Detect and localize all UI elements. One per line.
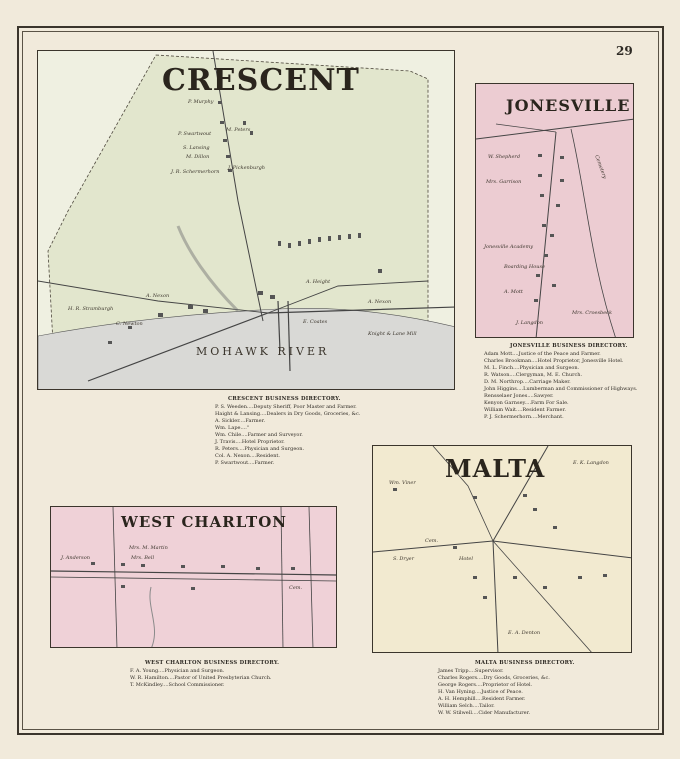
west-charlton-directory-title: WEST CHARLTON BUSINESS DIRECTORY. bbox=[145, 660, 280, 666]
buildings bbox=[91, 562, 295, 590]
directory-entry: William Wait....Resident Farmer. bbox=[484, 407, 566, 413]
jonesville-directory-title: JONESVILLE BUSINESS DIRECTORY. bbox=[510, 343, 628, 349]
map-label: C. Newton bbox=[116, 321, 143, 327]
directory-entry: P. S. Weeden....Deputy Sheriff, Poor Master and Farmer. bbox=[215, 404, 357, 410]
directory-entry: William Selch....Tailor. bbox=[438, 703, 495, 709]
directory-entry: Kenyon Garnsey....Farm For Sale. bbox=[484, 400, 569, 406]
directory-entry: Col. A. Nexon....Resident. bbox=[215, 453, 281, 459]
jonesville-road-se bbox=[571, 129, 616, 338]
map-label: A. Nexon bbox=[368, 299, 392, 305]
directory-entry: A. Sickler....Farmer. bbox=[215, 418, 266, 424]
map-label: Boarding House bbox=[504, 264, 545, 270]
map-label: Cem. bbox=[289, 585, 303, 591]
crescent-directory-title: CRESCENT BUSINESS DIRECTORY. bbox=[228, 396, 341, 402]
directory-entry: Wm. Lape...." bbox=[215, 425, 250, 431]
malta-directory-list bbox=[438, 668, 550, 717]
map-label: A. Height bbox=[306, 279, 331, 285]
crescent-river-label: MOHAWK RIVER bbox=[196, 345, 330, 358]
map-label: Cemetery bbox=[593, 154, 608, 180]
map-label: S. Lansing bbox=[183, 145, 210, 151]
directory-entry: Rensselaer Jones....Sawyer. bbox=[484, 393, 554, 399]
directory-entry: D. M. Northrop....Carriage Maker. bbox=[484, 379, 571, 385]
west-charlton-main-road-edge bbox=[51, 577, 337, 581]
jonesville-title: JONESVILLE bbox=[506, 96, 631, 115]
west-charlton-directory-list bbox=[130, 668, 272, 689]
directory-entry: George Rogers....Proprietor of Hotel. bbox=[438, 682, 533, 688]
jonesville-directory-list bbox=[484, 351, 637, 421]
map-label: S. Dryer bbox=[393, 556, 414, 562]
directory-entry: W. R. Hamilton....Pastor of United Presbyterian Church. bbox=[130, 675, 272, 681]
directory-entry: T. McKindley....School Commissioner. bbox=[130, 682, 225, 688]
directory-entry: Charles Brookman....Hotel Proprietor, Jonesville Hotel. bbox=[484, 358, 624, 364]
map-label: Mrs. Croesbeck bbox=[572, 310, 612, 316]
map-label: J. Anderson bbox=[61, 555, 90, 561]
crescent-map-drawing bbox=[38, 51, 455, 390]
malta-title: MALTA bbox=[445, 454, 546, 483]
map-label: E. K. Langdon bbox=[573, 460, 609, 466]
map-label: J. Langdon bbox=[516, 320, 543, 326]
directory-entry: P. Swartwout....Farmer. bbox=[215, 460, 275, 466]
directory-entry: Charles Rogers....Dry Goods, Groceries, &c. bbox=[438, 675, 550, 681]
buildings bbox=[534, 154, 564, 302]
map-label: M. Dillon bbox=[186, 154, 210, 160]
directory-entry: James Tripp....Supervisor. bbox=[438, 668, 504, 674]
crescent-directory-list bbox=[215, 404, 360, 467]
map-label: E. Coates bbox=[303, 319, 328, 325]
directory-entry: F. A. Young....Physician and Surgeon. bbox=[130, 668, 225, 674]
directory-entry: Wm. Chile....Farmer and Surveyor. bbox=[215, 432, 303, 438]
page-number: 29 bbox=[616, 44, 633, 58]
jonesville-map-drawing bbox=[476, 84, 634, 338]
map-label: Mrs. M. Martin bbox=[129, 545, 168, 551]
map-label: Jonesville Academy bbox=[484, 244, 534, 250]
map-label: Cem. bbox=[425, 538, 439, 544]
map-label: Hotel bbox=[459, 556, 473, 562]
directory-entry: Adam Mott....Justice of the Peace and Farmer. bbox=[484, 351, 601, 357]
directory-entry: R. Watson....Clergyman, M. E. Church. bbox=[484, 372, 583, 378]
directory-entry: H. Van Hyning....Justice of Peace. bbox=[438, 689, 523, 695]
map-label: J. Pickenburgh bbox=[228, 165, 265, 171]
directory-entry: P. J. Schermerhorn....Merchant. bbox=[484, 414, 564, 420]
map-label: Wm. Viner bbox=[389, 480, 416, 486]
west-charlton-title: WEST CHARLTON bbox=[121, 513, 287, 531]
map-label: Knight & Lane Mill bbox=[368, 331, 417, 337]
crescent-map bbox=[37, 50, 455, 390]
directory-entry: John Higgins....Lumberman and Commissioner of Highways. bbox=[484, 386, 638, 392]
map-label: A. Nexon bbox=[146, 293, 170, 299]
creek bbox=[150, 587, 155, 648]
crescent-title: CRESCENT bbox=[162, 63, 360, 98]
directory-entry: Haight & Lansing....Dealers in Dry Goods, Groceries, &c. bbox=[215, 411, 361, 417]
west-charlton-main-road bbox=[51, 571, 337, 575]
map-label: W. Shepherd bbox=[488, 154, 521, 160]
malta-road-se bbox=[493, 541, 593, 653]
map-label: A. Mott bbox=[504, 289, 523, 295]
map-label: H. R. Stramburgh bbox=[68, 306, 114, 312]
west-charlton-road-e2 bbox=[309, 507, 313, 648]
map-label: Mrs. Garrison bbox=[486, 179, 522, 185]
directory-entry: J. Travis....Hotel Proprietor. bbox=[215, 439, 285, 445]
map-label: P. Murphy bbox=[188, 99, 214, 105]
map-label: E. A. Denton bbox=[508, 630, 541, 636]
directory-entry: M. L. Finch....Physician and Surgeon. bbox=[484, 365, 580, 371]
jonesville-road-ew bbox=[476, 119, 634, 139]
jonesville-map bbox=[475, 83, 634, 338]
directory-entry: W. W. Stilwell....Cider Manufacturer. bbox=[438, 710, 531, 716]
west-charlton-map bbox=[50, 506, 337, 648]
directory-entry: A. H. Hemphill....Resident Farmer. bbox=[438, 696, 526, 702]
malta-map bbox=[372, 445, 632, 653]
malta-road-s bbox=[493, 541, 498, 653]
map-label: P. Swartwout bbox=[178, 131, 212, 137]
directory-entry: R. Peters....Physician and Surgeon. bbox=[215, 446, 305, 452]
map-label: Mrs. Bell bbox=[131, 555, 155, 561]
jonesville-road-w bbox=[496, 124, 556, 132]
map-label: M. Peters bbox=[226, 127, 251, 133]
map-label: J. R. Schermerhorn bbox=[171, 169, 220, 175]
malta-directory-title: MALTA BUSINESS DIRECTORY. bbox=[475, 660, 575, 666]
